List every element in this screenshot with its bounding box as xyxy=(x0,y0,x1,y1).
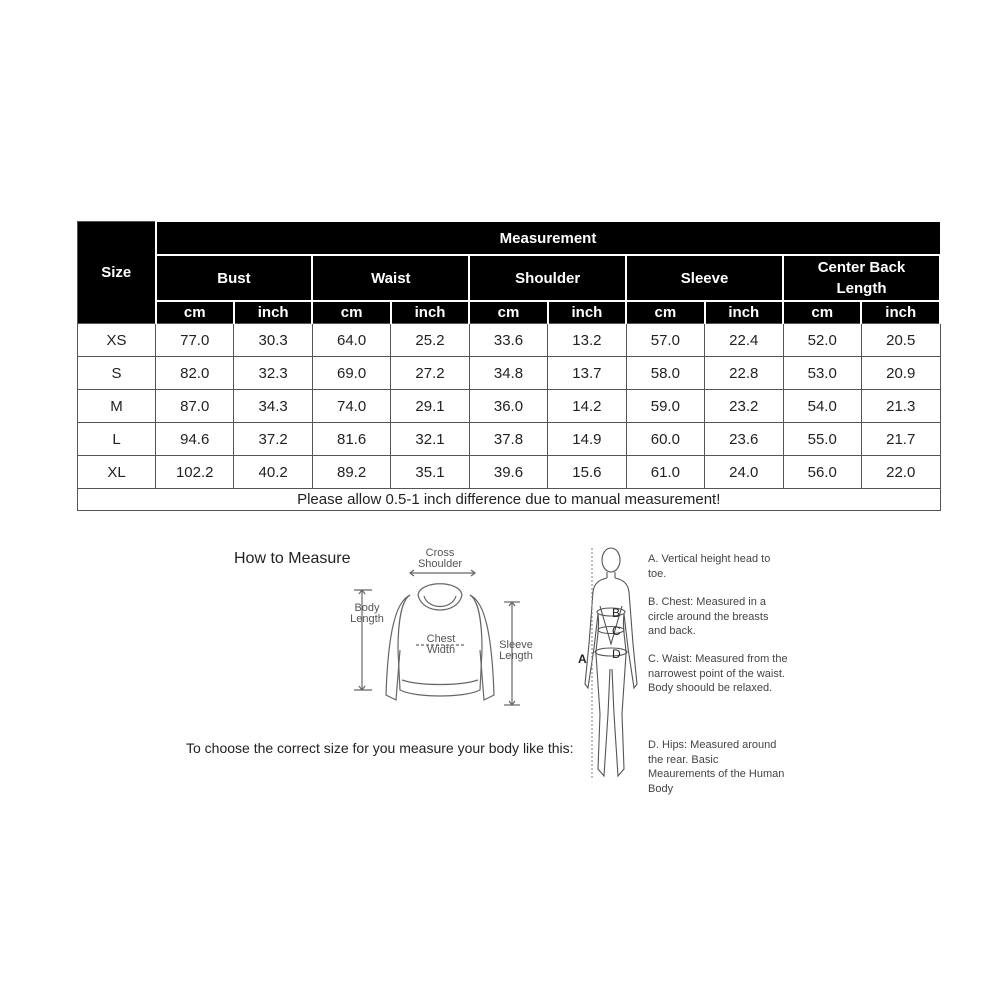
unit-header: inch xyxy=(861,301,940,324)
table-cell: 61.0 xyxy=(626,456,704,489)
shoulder-header: Shoulder xyxy=(469,255,626,301)
table-cell: 52.0 xyxy=(783,324,861,357)
table-cell: 57.0 xyxy=(626,324,704,357)
chest-width-label: Chest Width xyxy=(426,633,456,656)
table-cell: 87.0 xyxy=(156,390,234,423)
center-back-length-label: Center Back Length xyxy=(817,259,906,297)
table-cell: 74.0 xyxy=(312,390,390,423)
table-cell: 35.1 xyxy=(391,456,469,489)
table-cell: 102.2 xyxy=(156,456,234,489)
bust-header: Bust xyxy=(156,255,313,301)
table-cell: 34.8 xyxy=(469,357,547,390)
table-cell: 53.0 xyxy=(783,357,861,390)
marker-b: B xyxy=(612,606,621,620)
waist-header: Waist xyxy=(312,255,469,301)
table-cell: 81.6 xyxy=(312,423,390,456)
size-cell: M xyxy=(78,390,156,423)
legend-hips: D. Hips: Measured around the rear. Basic Meaurements of the Human Body xyxy=(648,739,785,795)
table-cell: 37.8 xyxy=(469,423,547,456)
legend-chest: B. Chest: Measured in a circle around the breasts and back. xyxy=(648,596,769,637)
legend-waist: C. Waist: Measured from the narrowest point of the waist. Body shoould be relaxed. xyxy=(648,653,788,694)
table-cell: 25.2 xyxy=(391,324,469,357)
size-cell: XS xyxy=(78,324,156,357)
table-cell: 13.2 xyxy=(548,324,626,357)
table-cell: 27.2 xyxy=(391,357,469,390)
table-cell: 22.0 xyxy=(861,456,940,489)
how-to-measure-title: How to Measure xyxy=(234,550,351,567)
table-cell: 60.0 xyxy=(626,423,704,456)
size-chart-table xyxy=(77,221,941,511)
measurement-note: Please allow 0.5-1 inch difference due to manual measurement! xyxy=(78,489,941,511)
table-cell: 23.2 xyxy=(705,390,783,423)
table-cell: 89.2 xyxy=(312,456,390,489)
table-cell: 22.8 xyxy=(705,357,783,390)
table-cell: 29.1 xyxy=(391,390,469,423)
table-cell: 22.4 xyxy=(705,324,783,357)
unit-header: cm xyxy=(312,301,390,324)
sleeve-header: Sleeve xyxy=(626,255,783,301)
table-cell: 82.0 xyxy=(156,357,234,390)
table-cell: 40.2 xyxy=(234,456,312,489)
table-row xyxy=(78,357,941,390)
table-cell: 30.3 xyxy=(234,324,312,357)
size-cell: S xyxy=(78,357,156,390)
table-cell: 23.6 xyxy=(705,423,783,456)
table-cell: 32.1 xyxy=(391,423,469,456)
unit-header: cm xyxy=(469,301,547,324)
table-cell: 54.0 xyxy=(783,390,861,423)
unit-header: inch xyxy=(234,301,312,324)
choose-size-note: To choose the correct size for you measure your body like this: xyxy=(186,740,574,756)
size-cell: L xyxy=(78,423,156,456)
table-cell: 94.6 xyxy=(156,423,234,456)
table-cell: 20.5 xyxy=(861,324,940,357)
table-cell: 32.3 xyxy=(234,357,312,390)
table-cell: 77.0 xyxy=(156,324,234,357)
table-cell: 37.2 xyxy=(234,423,312,456)
center-back-length-header xyxy=(783,255,940,301)
table-cell: 55.0 xyxy=(783,423,861,456)
marker-d: D xyxy=(612,647,621,661)
unit-header: inch xyxy=(548,301,626,324)
table-cell: 21.3 xyxy=(861,390,940,423)
size-column-header: Size xyxy=(78,222,156,324)
body-length-label: Body Length xyxy=(350,602,384,625)
note-row xyxy=(78,489,941,511)
unit-header: cm xyxy=(626,301,704,324)
table-cell: 69.0 xyxy=(312,357,390,390)
measurement-header: Measurement xyxy=(156,222,941,256)
table-cell: 58.0 xyxy=(626,357,704,390)
legend-height: A. Vertical height head to toe. xyxy=(648,553,771,580)
table-row xyxy=(78,456,941,489)
table-cell: 24.0 xyxy=(705,456,783,489)
table-cell: 13.7 xyxy=(548,357,626,390)
unit-header: inch xyxy=(391,301,469,324)
size-cell: XL xyxy=(78,456,156,489)
marker-c: C xyxy=(612,624,621,638)
table-row xyxy=(78,324,941,357)
table-cell: 21.7 xyxy=(861,423,940,456)
table-cell: 14.9 xyxy=(548,423,626,456)
unit-header: cm xyxy=(156,301,234,324)
table-cell: 59.0 xyxy=(626,390,704,423)
table-cell: 64.0 xyxy=(312,324,390,357)
table-row xyxy=(78,390,941,423)
table-cell: 36.0 xyxy=(469,390,547,423)
marker-a: A xyxy=(578,652,587,666)
table-cell: 56.0 xyxy=(783,456,861,489)
table-cell: 33.6 xyxy=(469,324,547,357)
table-row xyxy=(78,423,941,456)
sleeve-length-label: Sleeve Length xyxy=(499,639,533,662)
table-cell: 39.6 xyxy=(469,456,547,489)
unit-header: cm xyxy=(783,301,861,324)
table-cell: 14.2 xyxy=(548,390,626,423)
cross-shoulder-label: Cross Shoulder xyxy=(417,547,463,570)
unit-header: inch xyxy=(705,301,783,324)
table-cell: 20.9 xyxy=(861,357,940,390)
table-cell: 15.6 xyxy=(548,456,626,489)
table-cell: 34.3 xyxy=(234,390,312,423)
